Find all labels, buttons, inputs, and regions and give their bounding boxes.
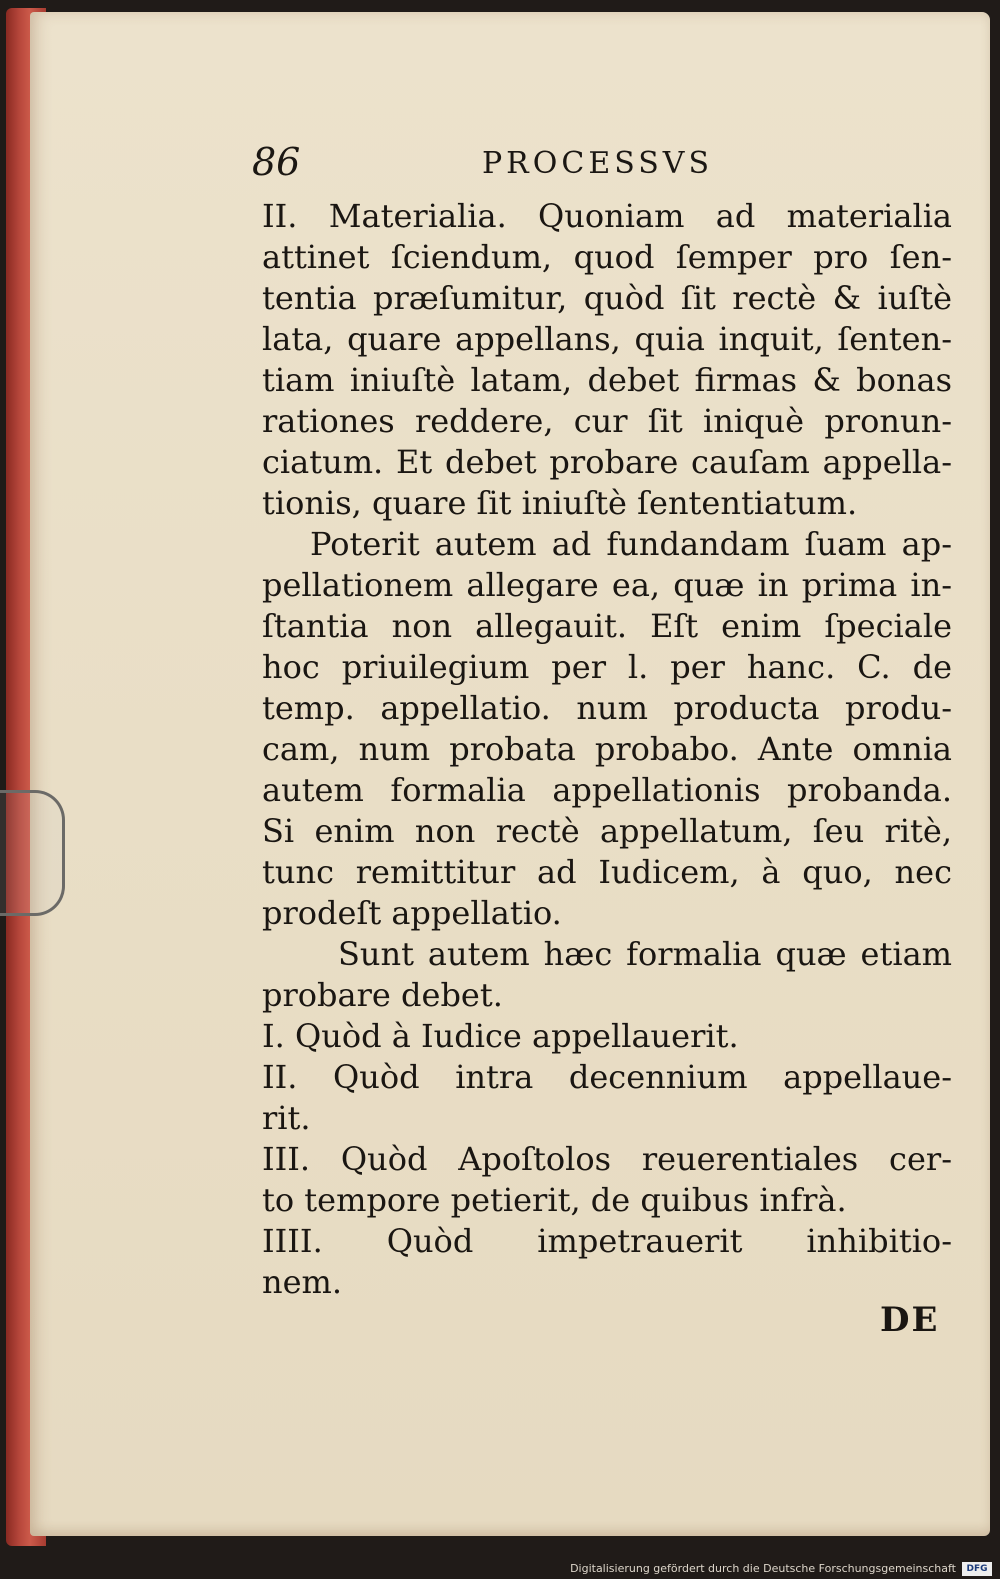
text-line: temp. appellatio. num producta produ- [262,689,952,727]
text-line: cam, num probata probabo. Ante omnia [262,730,952,768]
list-item: IIII. Quòd impetrauerit inhibitio- [262,1222,952,1260]
running-title: PROCESSVS [482,146,714,181]
dfg-logo: DFG [962,1562,992,1576]
text-line: probare debet. [262,976,503,1014]
text-line: ſtantia non allegauit. Eſt enim ſpeciale [262,607,952,645]
list-item: I. Quòd à Iudice appellauerit. [262,1017,739,1055]
text-line: autem formalia appellationis probanda. [262,771,952,809]
text-line: rit. [262,1099,311,1137]
text-line: hoc priuilegium per l. per hanc. C. de [262,648,952,686]
text-line: Poterit autem ad fundandam ſuam ap- [310,525,952,563]
text-line: tionis, quare ſit iniuſtè ſententiatum. [262,484,858,522]
text-line: pellationem allegare ea, quæ in prima in- [262,566,952,604]
page-clip [0,790,65,916]
text-line: II. Materialia. Quoniam ad materialia [262,197,952,235]
text-line: nem. [262,1263,343,1301]
catchword: DE [880,1300,940,1340]
page-header [252,140,952,190]
text-line: tunc remittitur ad Iudicem, à quo, nec [262,853,952,891]
text-line: attinet ſciendum, quod ſemper pro ſen- [262,238,952,276]
text-line: prodeſt appellatio. [262,894,562,932]
list-item: III. Quòd Apoſtolos reuerentiales cer- [262,1140,952,1178]
page-number: 86 [252,140,301,184]
text-line: ciatum. Et debet probare cauſam appella- [262,443,952,481]
text-line: lata, quare appellans, quia inquit, ſenten- [262,320,952,358]
text-line: rationes reddere, cur ſit iniquè pronun- [262,402,952,440]
text-line: tentia præſumitur, quòd ſit rectè & iuſtè [262,279,952,317]
text-line: Si enim non rectè appellatum, ſeu ritè, [262,812,952,850]
text-line: tiam iniuſtè latam, debet firmas & bonas [262,361,952,399]
digitization-credit: Digitalisierung gefördert durch die Deutsche Forschungsgemeinschaft [570,1562,956,1575]
text-line: to tempore petierit, de quibus infrà. [262,1181,847,1219]
text-line: Sunt autem hæc formalia quæ etiam [338,935,952,973]
body-text [262,196,952,1303]
list-item: II. Quòd intra decennium appellaue- [262,1058,952,1096]
